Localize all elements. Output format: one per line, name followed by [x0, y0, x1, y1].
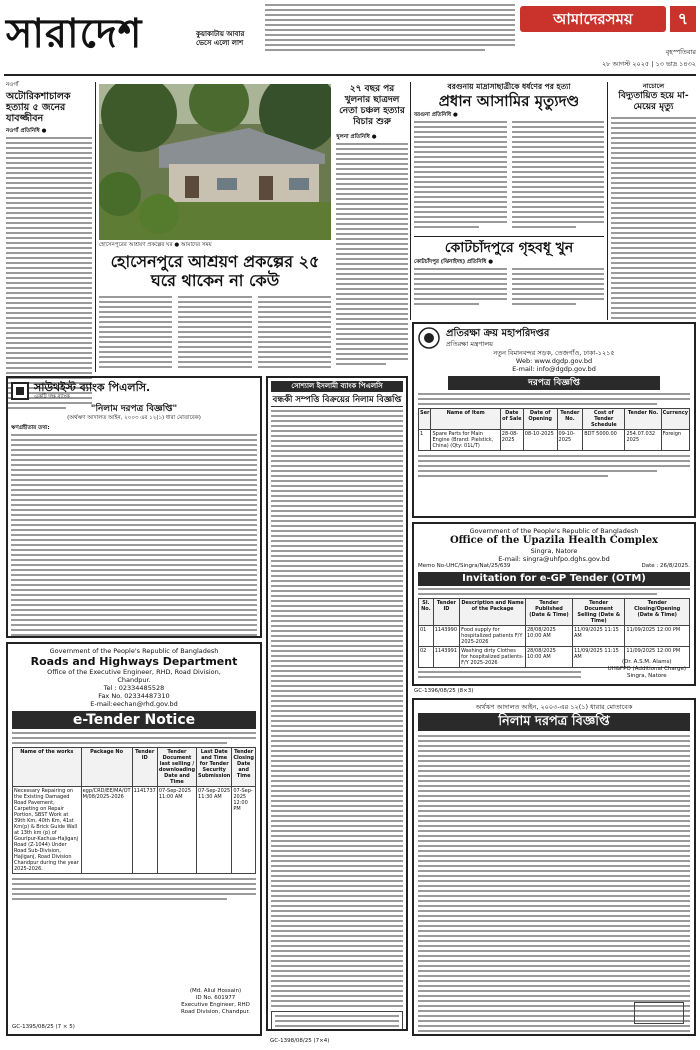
table-cell: 01 — [419, 626, 434, 647]
story-kotchandpur-byline: কোটচাঁদপুর (ঝিনাইদহ) প্রতিনিধি ● — [414, 259, 494, 265]
rhd-date-2: 07-Sep-2025 11:30 AM — [197, 787, 232, 874]
dgdp-emblem-icon — [418, 327, 440, 349]
ad-uhc-signer-title: UH&FPO (Additional Charge) — [607, 666, 686, 672]
masthead-rule — [4, 74, 696, 76]
ad-rhd-title: e-Tender Notice — [12, 711, 256, 729]
rhd-date-1: 07-Sep-2025 11:00 AM — [157, 787, 196, 874]
story-kotchandpur-headline: কোটচাঁদপুরে গৃহবধূ খুন — [444, 240, 574, 256]
col-rule-mid — [410, 82, 411, 320]
table-cell: 254.07.032 2025 — [625, 430, 661, 451]
ad-rhd-signer-name: (Md. Aliul Hossain) — [189, 988, 242, 994]
story-khulna — [336, 84, 408, 374]
ad-social-title: বন্ধকী সম্পত্তি বিক্রয়ের নিলাম বিজ্ঞপ্তি — [272, 395, 402, 405]
ad-rhd-signer — [181, 988, 250, 1016]
ad-uhc-memo: Memo No-UHC/Singra/Nat/25/639 — [418, 563, 511, 569]
page-number: ৭ — [677, 9, 689, 28]
ad-defence-table — [418, 408, 690, 451]
story5-top-rule — [414, 236, 604, 237]
southeast-bank-logo-icon — [11, 382, 29, 400]
rhd-date-3: 07-Sep-2025 12:00 PM — [232, 787, 256, 874]
ad-auction-notice — [412, 698, 696, 1036]
ad-southeast-title: "নিলাম দরপত্র বিজ্ঞপ্তি" — [90, 404, 178, 414]
news-photo — [99, 84, 331, 240]
ad-rhd-email: E-mail:eechan@rhd.gov.bd — [90, 700, 178, 708]
table-cell: Washing dirty Clothes for hospitalized patients-F/Y 2025-2026 — [461, 648, 524, 666]
ad-southeast-section: ঋণগ্রহীতার তথ্য: — [11, 425, 50, 431]
ad-auction-title: নিলাম দরপত্র বিজ্ঞপ্তি — [418, 713, 690, 731]
table-cell: 08-10-2025 — [523, 430, 557, 451]
story-nachole — [611, 82, 696, 320]
ad-rhd-office: Office of the Executive Engineer, RHD, Road Division, Chandpur. — [47, 668, 221, 684]
story-barguna-kicker: বরগুনায় মাদ্রাসাছাত্রীকে ধর্ষণের পর হত্যা — [447, 82, 571, 91]
brand-logo — [520, 6, 666, 32]
table-header-cell: Package No — [81, 748, 132, 787]
table-header-cell: Tender Published (Date & Time) — [526, 599, 573, 626]
ad-southeast-sub: (অর্থঋণ আদালত আইন, ২০০৩ এর ১২(১) ধারা মোতাবেক) — [67, 415, 201, 421]
table-header-cell: Tender Document Selling (Date & Time) — [572, 599, 624, 626]
ad-uhc-signer-place: Singra, Natore — [626, 673, 667, 679]
table-cell: 09-10-2025 — [557, 430, 583, 451]
table-cell: 1 — [419, 430, 431, 451]
page-number-badge — [670, 6, 696, 32]
story-nachole-kicker: নাচোলে — [642, 82, 665, 90]
table-header-cell: Date of Opening — [523, 409, 557, 430]
ad-rhd-signer-title: Executive Engineer, RHD — [181, 1002, 250, 1008]
ad-uhc-signer — [608, 659, 686, 680]
table-cell: BDT 5000.00 — [583, 430, 625, 451]
gc-code-1: GC-1396/08/25 (8×3) — [414, 688, 474, 694]
table-header-cell: Tender Closing Date and Time — [232, 748, 256, 787]
ad-rhd-footer-code: GC-1395/08/25 (7 × 5) — [12, 1024, 75, 1030]
rhd-tender-id: 1141737 — [132, 787, 157, 874]
table-header-cell: Tender ID — [132, 748, 157, 787]
table-cell: 1143991 — [433, 647, 459, 668]
main-story-body — [99, 296, 331, 372]
table-header-cell: Description and Name of the Package — [460, 599, 526, 626]
story-barguna-byline: বরগুনা প্রতিনিধি ● — [414, 112, 458, 118]
story-barguna-headline: প্রধান আসামির মৃত্যুদণ্ড — [438, 92, 580, 110]
table-header-cell: Currency — [661, 409, 689, 430]
left-news-byline: নওগাঁ প্রতিনিধি ● — [6, 128, 47, 134]
col-rule-right — [607, 82, 608, 320]
ad-uhc-title: Invitation for e-GP Tender (OTM) — [418, 572, 690, 586]
masthead-date: ২৮ আগস্ট ২০২৫ | ১৩ ভাদ্র ১৪৩২ — [601, 60, 696, 68]
col-rule-left — [95, 82, 96, 372]
table-cell: Foreign — [661, 430, 689, 451]
table-header-cell: Name of Item — [431, 409, 500, 430]
top-news-blurb — [265, 4, 515, 54]
masthead-day: বৃহস্পতিবার — [665, 48, 696, 56]
ad-defence-title: দরপত্র বিজ্ঞপ্তি — [448, 376, 660, 390]
ad-defence-header: প্রতিরক্ষা ক্রয় মহাপরিদপ্তর — [446, 328, 550, 339]
gc-code-2: GC-1398/08/25 (7×4) — [270, 1038, 330, 1044]
table-cell: 11/09/2025 11:15 AM — [572, 647, 624, 668]
table-header-cell: Tender ID — [433, 599, 459, 626]
table-header-cell: Tender No. — [625, 409, 661, 430]
brand-name: আমাদেরসময় — [553, 10, 633, 28]
ad-uhc-singra — [412, 522, 696, 686]
rhd-package: egp/CRD/EE/MA/OT M/08/2025-2026 — [81, 787, 132, 874]
house-photo-illustration — [99, 84, 331, 240]
photo-caption: হোসেনপুরের আশ্রয়ণ প্রকল্পের ঘর ● আমাদের সময় — [99, 242, 212, 248]
table-row — [419, 430, 690, 451]
ad-defence-purchase — [412, 322, 696, 518]
table-cell: 1143990 — [433, 626, 459, 647]
main-headline: হোসেনপুরে আশ্রয়ণ প্রকল্পের ২৫ ঘরে থাকেন না কেউ — [110, 252, 320, 290]
rhd-work: Necessary Repairing on the Existing Damaged Road Pavement, Carpeting on Repair Portion, SBST Work at 39th Km, 40th Km, 41st Km(p) & Brick Guide Wall at 13th km (p) of Gouripur-Kachua-Hajiganj Road (Z-1044) Under Road Sub-Division, Hajiganj, Road Division Chandpur during the year 2025-2026. — [13, 787, 82, 874]
ad-rhd-table — [12, 747, 256, 874]
story-kotchandpur — [414, 240, 604, 320]
masthead — [0, 0, 700, 80]
story-barguna — [414, 82, 604, 231]
left-news-headline: অটোরিকশাচালক হত্যায় ৫ জনের যাবজ্জীবন — [6, 91, 71, 124]
table-row — [13, 787, 256, 874]
ad-uhc-place: Singra, Natore — [530, 547, 578, 555]
table-cell: 02 — [419, 647, 434, 668]
table-header-cell: Last Date and Time for Tender Security Submission — [197, 748, 232, 787]
table-row — [419, 626, 690, 647]
ad-social-property-table — [271, 1011, 403, 1031]
table-header-cell: Name of the works — [13, 748, 82, 787]
ad-uhc-signer-name: (Dr. A.S.M. Alams) — [622, 659, 672, 665]
ad-uhc-gov: Government of the People's Republic of Bangladesh — [469, 527, 639, 535]
ad-auction-stamp — [634, 1002, 684, 1024]
table-header-cell: Tender No. — [557, 409, 583, 430]
table-cell: 28/08/2025 10:00 AM — [526, 647, 573, 668]
ad-social-bank-name: সোশ্যাল ইসলামী ব্যাংক পিএলসি — [271, 381, 403, 392]
ad-uhc-office: Office of the Upazila Health Complex — [449, 535, 659, 546]
table-cell: Food supply for hospitalized patients F/Y 2025-2026 — [460, 626, 526, 647]
table-cell: 11/09/2025 12:00 PM — [625, 647, 690, 668]
ad-defence-address: নতুন বিমানবন্দর সড়ক, তেজগাঁও, ঢাকা-১২১৫ — [493, 349, 615, 357]
ad-social-islami-bank — [266, 376, 408, 1031]
left-news — [6, 82, 92, 372]
ad-rhd-gov: Government of the People's Republic of Bangladesh — [49, 647, 219, 655]
table-header-cell: Ser — [419, 409, 431, 430]
ad-rhd-fax: Fax No. 02334487310 — [98, 692, 170, 700]
left-news-place: নওগাঁ — [6, 82, 19, 88]
ad-defence-email: E-mail: info@dgdp.gov.bd — [512, 365, 596, 373]
masthead-kicker: কুয়াকাটায় আবার ভেসে এলো লাশ — [196, 30, 245, 47]
ad-rhd-signer-id: ID No. 601977 — [195, 995, 236, 1001]
table-cell: 28-08-2025 — [500, 430, 523, 451]
table-header-cell: Date of Sale — [500, 409, 523, 430]
table-header-cell: Sl. No. — [419, 599, 434, 626]
story-khulna-byline: খুলনা প্রতিনিধি ● — [336, 134, 377, 140]
table-cell: 11/09/2025 11:15 AM — [572, 626, 624, 647]
ad-uhc-email: E-mail: singra@uhfpo.dghs.gov.bd — [498, 555, 610, 563]
ad-southeast-bank-name: সাউথইস্ট ব্যাংক পিএলসি. — [34, 381, 151, 394]
ad-auction-kicker: অর্থঋণ আদালত আইন, ২০০৩-এর ১২(১) ধারার মোতাবেক — [475, 703, 633, 711]
ad-uhc-memo-date: Date : 26/8/2025. — [641, 563, 690, 569]
story-khulna-headline: ২৭ বছর পর খুলনার ছাত্রদল নেতা চঞ্চল হত্যার বিচার শুরু — [339, 84, 405, 127]
table-header-cell: Tender Document last selling / downloading Date and Time — [158, 749, 196, 785]
table-cell: 28/08/2025 10:00 AM — [526, 626, 573, 647]
ad-southeast-tagline: একটি দক্ষ ব্যাংক — [34, 394, 70, 400]
ad-southeast-bank — [6, 376, 262, 638]
ad-rhd-dept: Roads and Highways Department — [30, 655, 238, 668]
ad-rhd-tel: Tel : 02334485528 — [103, 684, 165, 692]
table-header-cell: Tender Closing/Opening (Date & Time) — [625, 599, 690, 626]
table-cell: 11/09/2025 12:00 PM — [625, 626, 690, 647]
ad-defence-web: Web: www.dgdp.gov.bd — [515, 357, 593, 365]
ad-uhc-table — [418, 598, 690, 668]
ad-rhd-signer-office: Road Division, Chandpur. — [181, 1009, 250, 1015]
ad-rhd-chandpur — [6, 642, 262, 1036]
table-header-cell: Cost of Tender Schedule — [583, 409, 625, 430]
ad-defence-sub: প্রতিরক্ষা মন্ত্রণালয় — [446, 340, 493, 348]
story-nachole-headline: বিদ্যুতায়িত হয়ে মা-মেয়ের মৃত্যু — [618, 91, 689, 112]
table-cell: Spare Parts for Main Engine (Brand: Pielstick, China) (Qty: 01L/T) — [431, 430, 500, 451]
section-title: সারাদেশ — [6, 11, 143, 57]
